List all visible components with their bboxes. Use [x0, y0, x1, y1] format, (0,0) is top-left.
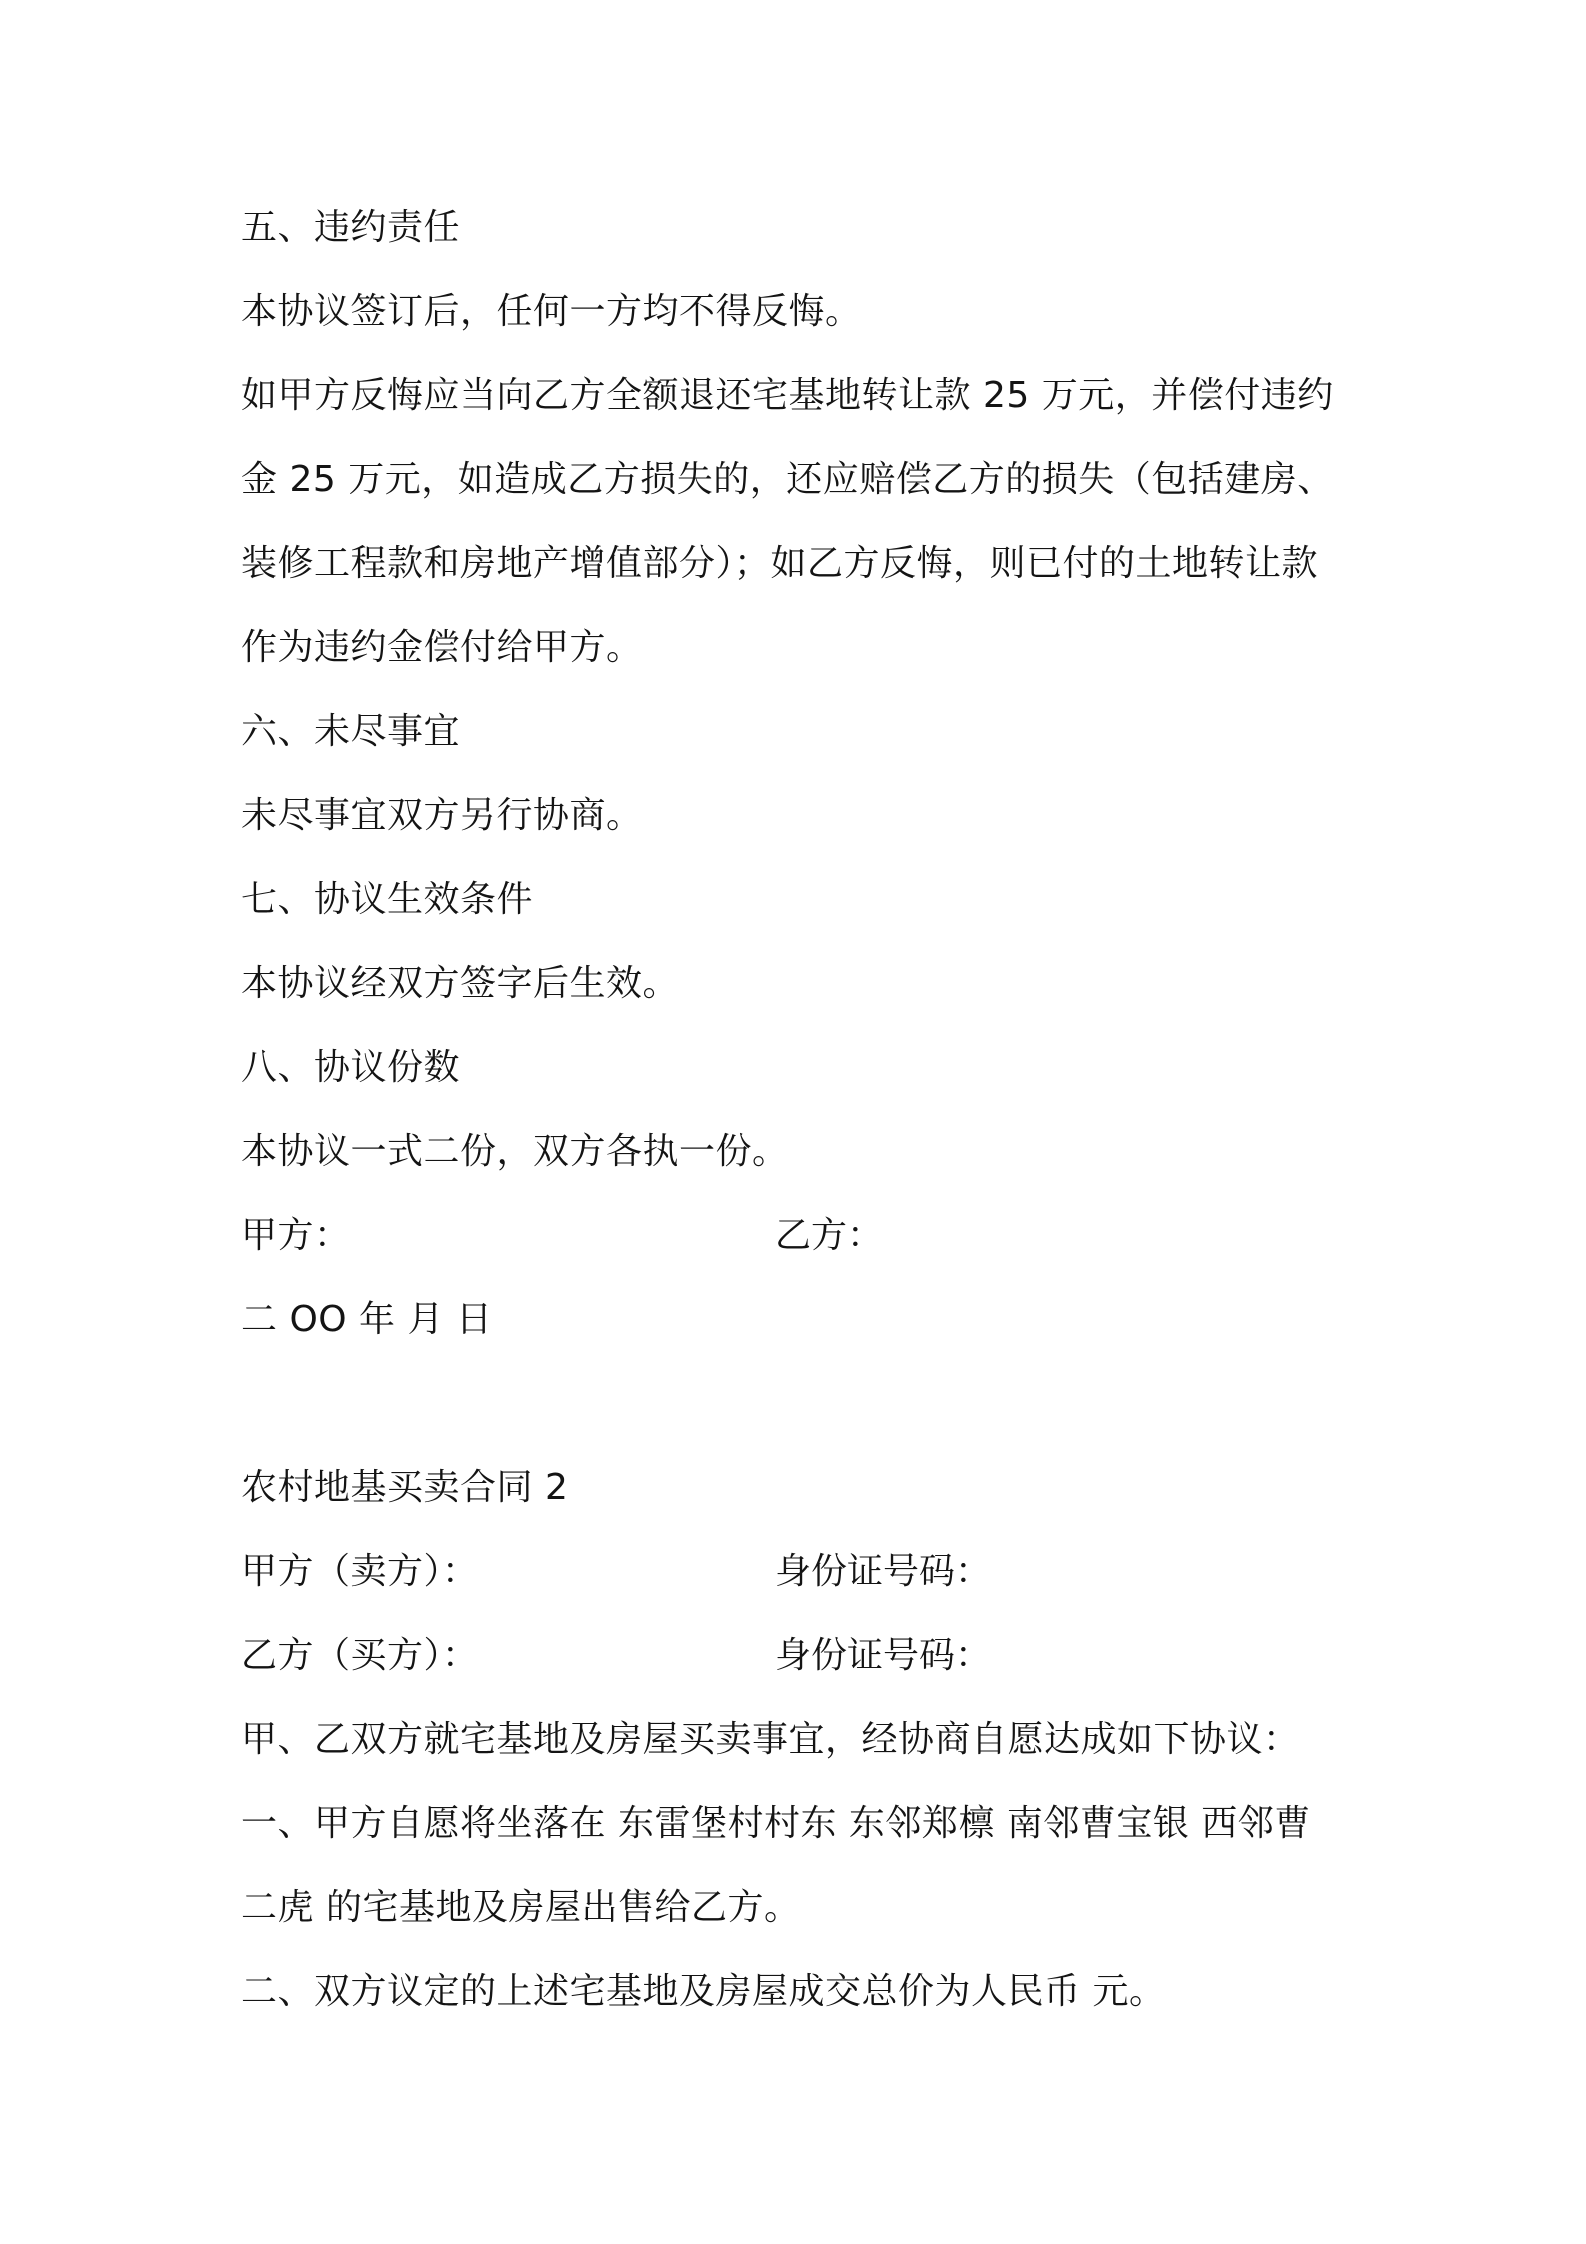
section6-title: 六、未尽事宜	[241, 711, 461, 752]
section5-paragraph-1: 本协议签订后，任何一方均不得反悔。	[241, 291, 862, 332]
party-a-signature-label: 甲方：	[241, 1215, 351, 1256]
clause-2-line-1: 二、双方议定的上述宅基地及房屋成交总价为人民币 元。	[241, 1971, 1166, 2012]
section7-title: 七、协议生效条件	[241, 879, 534, 920]
section5-paragraph-2-line-3: 装修工程款和房地产增值部分）；如乙方反悔，则已付的土地转让款	[241, 543, 1319, 584]
seller-id-label: 身份证号码：	[775, 1551, 992, 1592]
section8-paragraph: 本协议一式二份，双方各执一份。	[241, 1131, 789, 1172]
seller-label: 甲方（卖方）：	[241, 1551, 479, 1592]
date-line: 二 OO 年 月 日	[241, 1299, 493, 1340]
clause-1-line-1: 一、甲方自愿将坐落在 东雷堡村村东 东邻郑檩 南邻曹宝银 西邻曹	[241, 1803, 1311, 1844]
section5-title: 五、违约责任	[241, 207, 461, 248]
buyer-label: 乙方（买方）：	[241, 1635, 479, 1676]
section6-paragraph: 未尽事宜双方另行协商。	[241, 795, 643, 836]
section8-title: 八、协议份数	[241, 1047, 461, 1088]
section7-paragraph: 本协议经双方签字后生效。	[241, 963, 680, 1004]
contract-2-title: 农村地基买卖合同 2	[241, 1467, 569, 1508]
buyer-id-label: 身份证号码：	[775, 1635, 992, 1676]
agreement-intro: 甲、乙双方就宅基地及房屋买卖事宜，经协商自愿达成如下协议：	[241, 1719, 1300, 1760]
section5-paragraph-2-line-4: 作为违约金偿付给甲方。	[241, 627, 643, 668]
party-b-signature-label: 乙方：	[775, 1215, 884, 1256]
section5-paragraph-2-line-1: 如甲方反悔应当向乙方全额退还宅基地转让款 25 万元，并偿付违约	[241, 375, 1334, 416]
clause-1-line-2: 二虎 的宅基地及房屋出售给乙方。	[241, 1887, 801, 1928]
section5-paragraph-2-line-2: 金 25 万元，如造成乙方损失的，还应赔偿乙方的损失（包括建房、	[241, 459, 1334, 500]
